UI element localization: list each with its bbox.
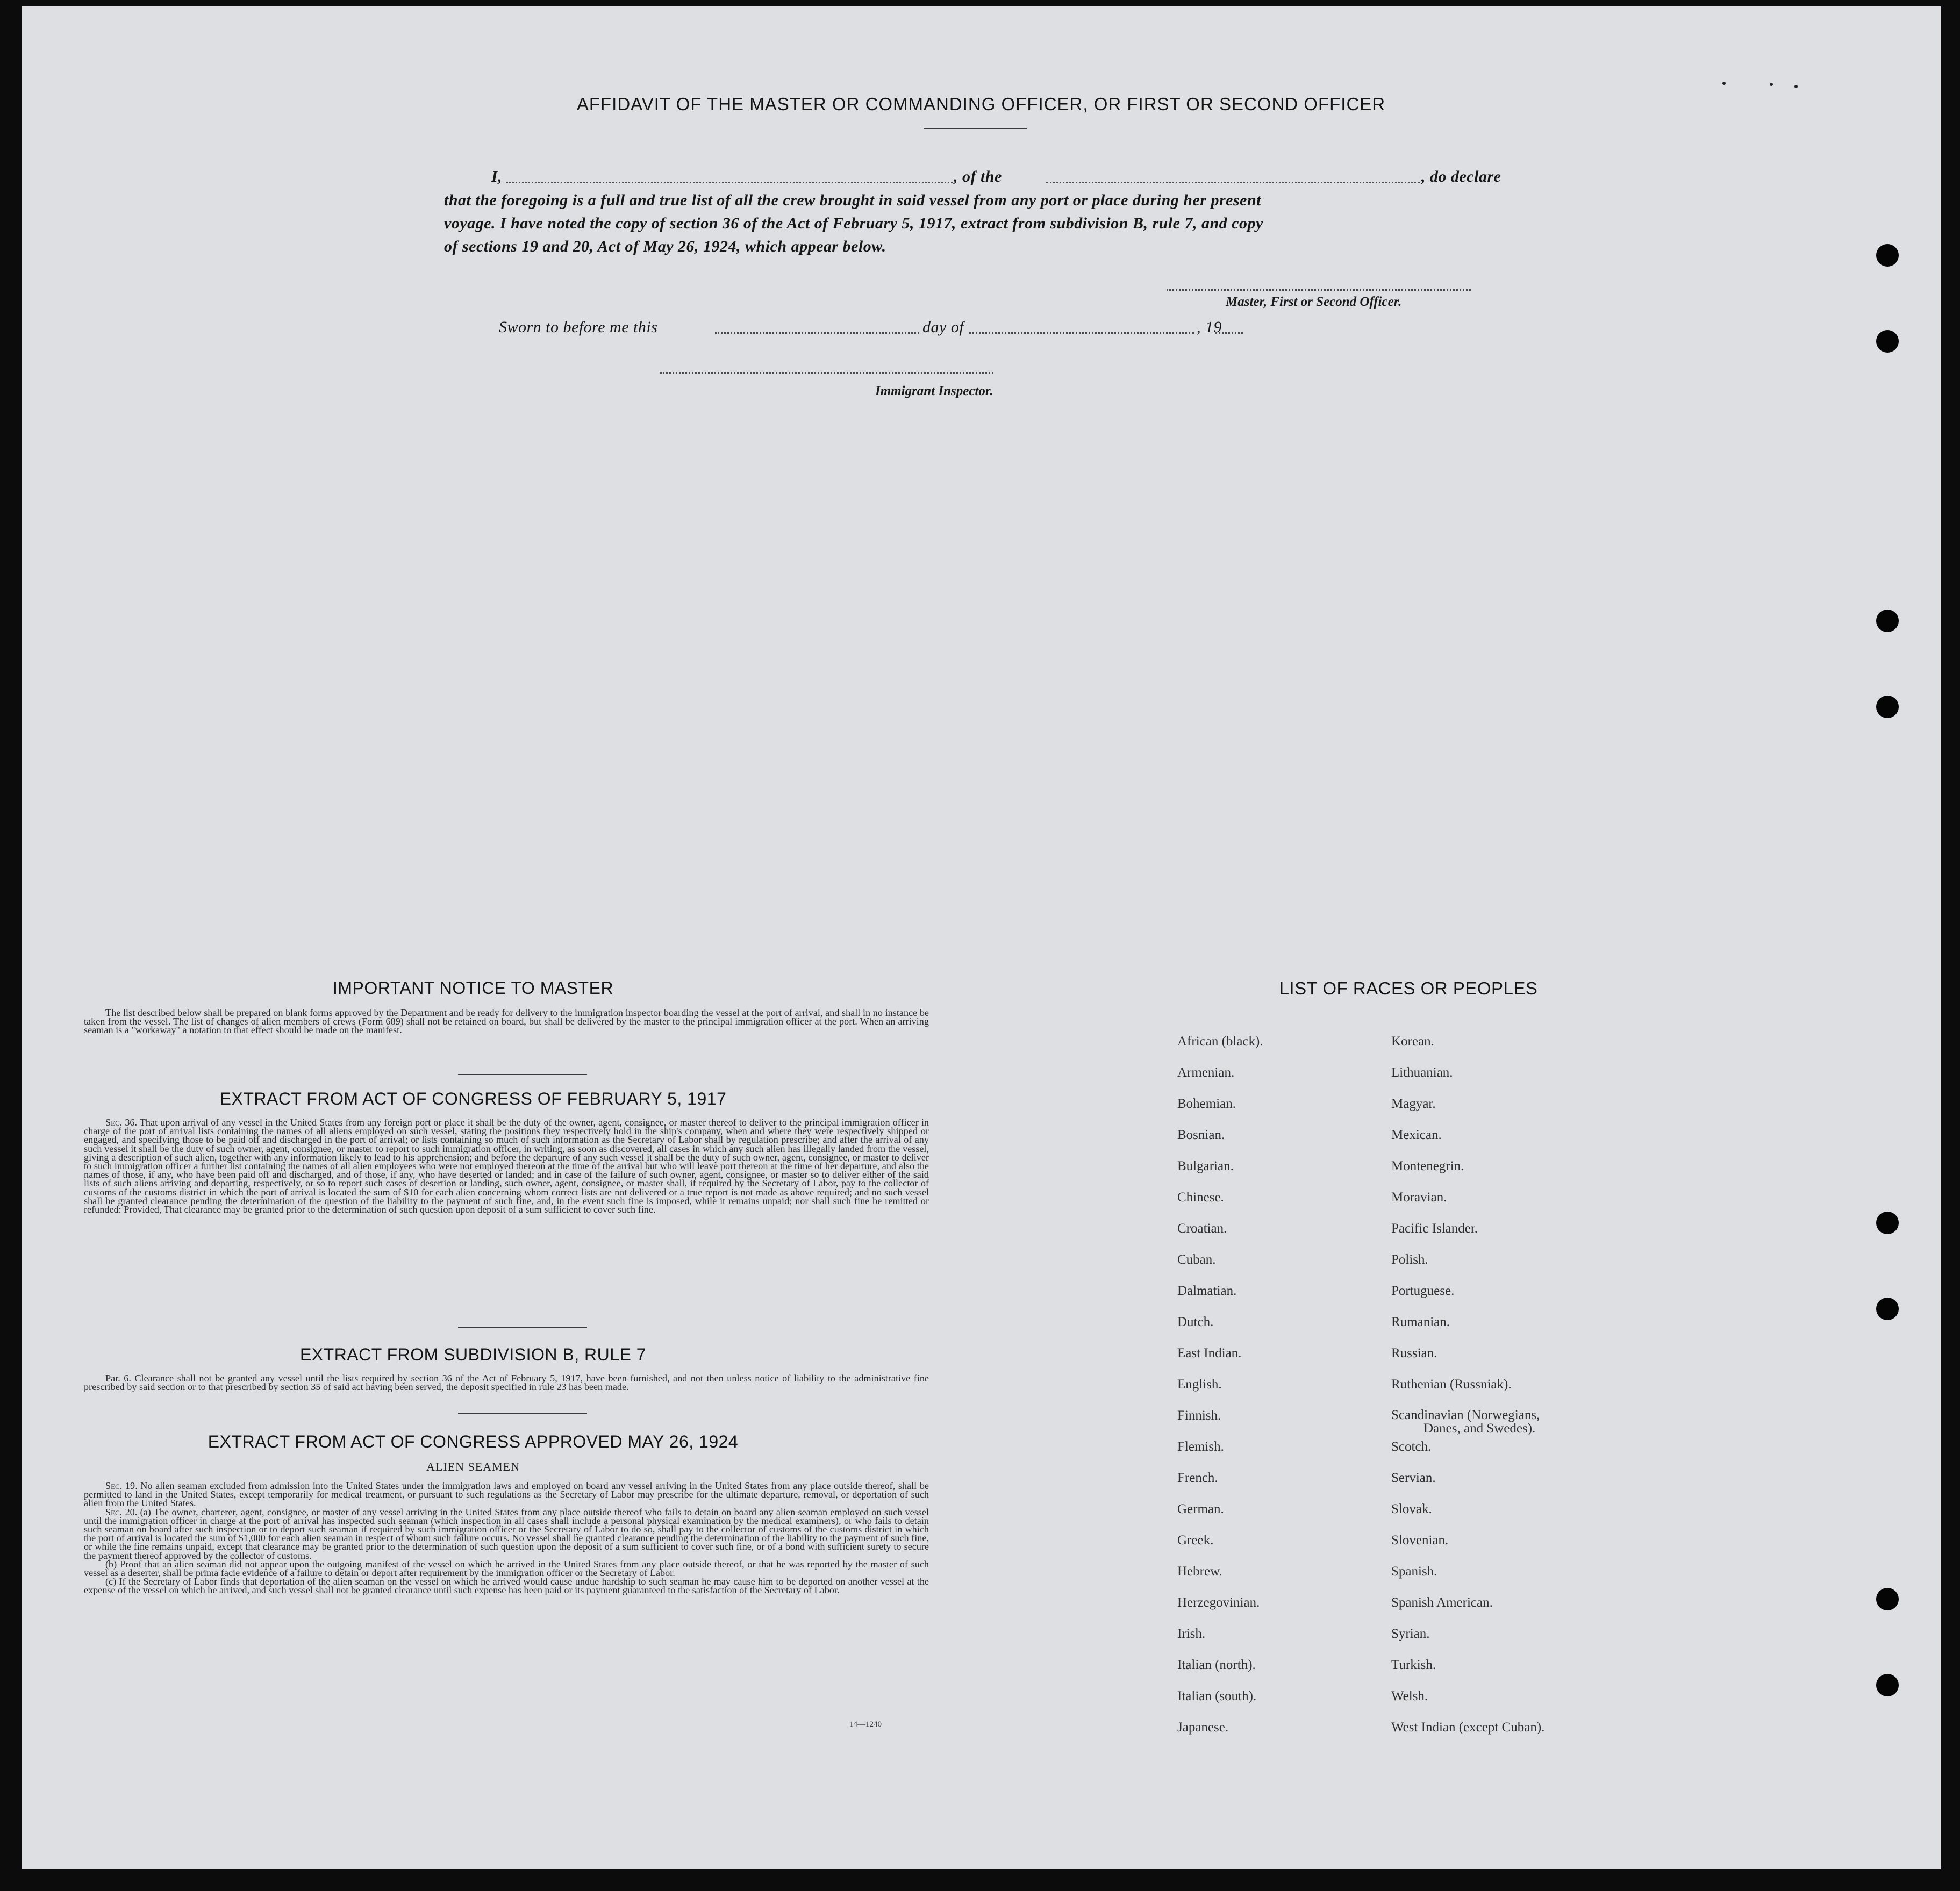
binder-hole [1876,1298,1899,1320]
race-item: Magyar. [1391,1097,1436,1111]
race-item: Polish. [1391,1252,1428,1267]
race-item: East Indian. [1177,1346,1242,1360]
race-item: Bohemian. [1177,1097,1236,1111]
race-item: Moravian. [1391,1190,1447,1205]
race-item: Herzegovinian. [1177,1595,1260,1610]
extract-1917-body: Sec. 36. That upon arrival of any vessel in the United States from any foreign port or place it shall be the duty of the owner, agent, consignee, or master thereof to deliver to the principal immigration officer in charge of the port of arrival lists containing the names of all aliens employed on such vessel, stating the positions they respectively hold in the ship's company, when and where they were respectively shipped or engaged, and specifying those to be paid off and discharged in the port of arrival; or lists containing so much of such information as the Secretary of Labor shall by regulation prescribe; and after the arrival of any such vessel it shall be the duty of such owner, agent, consignee, or master to report to such immigration officer, in writing, as soon as discovered, all cases in which any such alien has illegally landed from the vessel, giving a description of such alien, together with any information likely to lead to his apprehension; and before the departure of any such vessel it shall be the duty of such owner, agent, consignee, or master to deliver to such immigration officer a further list containing the names of all alien employees who were not employed thereon at the time of the arrival but who will leave port thereon at the time of her departure, and also the names of those, if any, who have been paid off and discharged, and of those, if any, who have deserted or landed; and in case of the failure of such owner, agent, consignee, or master so to deliver either of the said lists of such aliens arriving and departing, respectively, or so to report such cases of desertion or landing, such owner, agent, consignee, or master shall, if required by the Secretary of Labor, pay to the collector of customs of the customs district in which the port of arrival is located the sum of $10 for each alien concerning whom correct lists are not delivered or a true report is not made as above required; and no such vessel shall be granted clearance pending the determination of the question of the liability to the payment of such fine, and, in the event such fine is imposed, while it remains unpaid; nor shall such fine be remitted or refunded: Provided, That clearance may be granted prior to the determination of such question upon deposit of a sum sufficient to cover such fine. [84,1117,929,1215]
race-item: French. [1177,1471,1218,1485]
race-item: Japanese. [1177,1720,1229,1735]
races-title: LIST OF RACES OR PEOPLES [1279,978,1538,998]
race-item: Pacific Islander. [1391,1221,1478,1236]
binder-hole [1876,330,1899,353]
race-item: Slovenian. [1391,1533,1449,1548]
binder-hole [1876,1588,1899,1610]
races-column-left [1177,1034,1263,1782]
race-item: Cuban. [1177,1252,1216,1267]
race-item: Italian (south). [1177,1689,1257,1703]
inspector-caption: Immigrant Inspector. [875,384,993,398]
sworn-year-prefix: , 19 [1197,318,1222,336]
alien-seamen-heading: ALIEN SEAMEN [426,1460,520,1473]
divider [458,1413,587,1414]
extract-1924-body: Sec. 19. No alien seaman excluded from admission into the United States under the immigration laws and employed on board any vessel arriving in the United States from any place outside thereof, shall be permitted to land in the United States, except temporarily for medical treatment, or pursuant to such regulations as the Secretary of Labor may prescribe for the ultimate departure, removal, or deportation of such alien from the United States. Sec. 20. (a) The owner, charterer, agent, consignee, or master of any vessel arriving in the United States from any place outside thereof who fails to detain on board any alien seaman employed on such vessel until the immigration officer in charge at the port of arrival has inspected such seaman (which inspection in all cases shall include a personal physical examination by the medical examiners), or who fails to detain such seaman on board after such inspection or to deport such seaman if required by such immigration officer or the Secretary of Labor to do so, shall pay to the collector of customs of the customs district in which the port of arrival is located the sum of $1,000 for each alien seaman in respect of whom such failure occurs. No vessel shall be granted clearance pending the determination of the liability to the payment of such fine, or while the fine remains unpaid, except that clearance may be granted prior to the determination of such question upon the deposit of a sum sufficient to cover such fine, or of a bond with sufficient surety to secure the payment thereof approved by the collector of customs. (b) Proof that an alien seaman did not appear upon the outgoing manifest of the vessel on which he arrived in the United States from any place outside thereof, or that he was reported by the master of such vessel as a deserter, shall be prima facie evidence of a failure to detain or deport after requirement by the immigration officer or the Secretary of Labor. (c) If the Secretary of Labor finds that deportation of the alien seaman on the vessel on which he arrived would cause undue hardship to such seaman he may cause him to be deported on another vessel at the expense of the vessel on which he arrived, and such vessel shall not be granted clearance until such expense has been paid or its payment guaranteed to the satisfaction of the Secretary of Labor. [84,1480,929,1596]
race-item: Croatian. [1177,1221,1227,1236]
master-signature-line[interactable] [1167,289,1471,291]
speck [1794,85,1798,88]
sworn-day-of: day of [922,318,964,336]
inspector-signature-line[interactable] [660,372,993,374]
rule-7-body: Par. 6. Clearance shall not be granted any vessel until the lists required by section 36 of the Act of February 5, 1917, have been furnished, and not then unless notice of liability to the administrative fine prescribed by said section or to that prescribed by section 35 of said act having been served, the deposit specified in rule 23 has been made. [84,1373,929,1393]
race-item: Welsh. [1391,1689,1428,1703]
race-item: Chinese. [1177,1190,1224,1205]
race-item: Ruthenian (Russniak). [1391,1377,1512,1392]
name-blank[interactable] [506,182,953,183]
affidavit-title: AFFIDAVIT OF THE MASTER OR COMMANDING OFFICER, OR FIRST OR SECOND OFFICER [576,94,1386,114]
binder-hole [1876,1674,1899,1696]
binder-hole [1876,1212,1899,1234]
race-item: Servian. [1391,1471,1436,1485]
vessel-blank[interactable] [1046,182,1420,183]
affidavit-of-the: , of the [954,168,1002,185]
race-item: African (black). [1177,1034,1263,1049]
race-item: Armenian. [1177,1065,1235,1080]
race-item: Scotch. [1391,1439,1432,1454]
race-item: Flemish. [1177,1439,1224,1454]
binder-hole [1876,610,1899,632]
document-page [22,6,1941,1869]
race-item: Irish. [1177,1627,1206,1641]
race-item: Lithuanian. [1391,1065,1453,1080]
race-item: Bosnian. [1177,1128,1225,1142]
master-signature-caption: Master, First or Second Officer. [1226,295,1402,309]
binder-hole [1876,244,1899,267]
race-item: Finnish. [1177,1408,1221,1423]
race-item: Spanish. [1391,1564,1437,1579]
race-item: West Indian (except Cuban). [1391,1720,1545,1735]
race-item: Spanish American. [1391,1595,1493,1610]
affidavit-line-4: of sections 19 and 20, Act of May 26, 1924, which appear below. [444,238,886,255]
speck [1722,82,1726,85]
notice-title: IMPORTANT NOTICE TO MASTER [332,978,614,998]
race-item: Dalmatian. [1177,1284,1237,1298]
extract-1917-title: EXTRACT FROM ACT OF CONGRESS OF FEBRUARY 5, 1917 [219,1089,727,1108]
race-item: Turkish. [1391,1658,1436,1672]
notice-body: The list described below shall be prepared on blank forms approved by the Department and be ready for delivery to the immigration inspector boarding the vessel at the port of arrival, and shall in no instance be taken from the vessel. The list of changes of alien members of crews (Form 689) shall not be retained on board, but shall be delivered by the master to the principal immigration officer at the port. When an arriving seaman is a "workaway" a notation to that effect should be made on the manifest. [84,1007,929,1036]
divider [458,1327,587,1328]
rule-7-title: EXTRACT FROM SUBDIVISION B, RULE 7 [299,1345,647,1364]
race-item: Montenegrin. [1391,1159,1464,1173]
sworn-text: Sworn to before me this [499,318,658,336]
race-item [1391,1751,1544,1782]
title-divider [924,128,1027,129]
race-item [1177,1751,1263,1782]
form-number: 14—1240 [849,1720,882,1729]
divider [458,1074,587,1075]
race-item: Rumanian. [1391,1315,1450,1329]
affidavit-i: I, [491,168,503,185]
speck [1770,83,1773,86]
race-item: Bulgarian. [1177,1159,1234,1173]
race-item: Dutch. [1177,1315,1214,1329]
race-item: Italian (north). [1177,1658,1256,1672]
binder-hole [1876,696,1899,718]
race-item: Scandinavian (Norwegians, Danes, and Swedes). [1391,1408,1540,1436]
race-item: Mexican. [1391,1128,1442,1142]
race-item: Greek. [1177,1533,1214,1548]
race-item: Syrian. [1391,1627,1430,1641]
race-item: German. [1177,1502,1224,1516]
extract-1924-title: EXTRACT FROM ACT OF CONGRESS APPROVED MAY 26, 1924 [208,1432,739,1451]
sworn-year-blank[interactable] [1215,332,1243,334]
race-item: Russian. [1391,1346,1437,1360]
race-item: Korean. [1391,1034,1434,1049]
affidavit-line-2: that the foregoing is a full and true list of all the crew brought in said vessel from any port or place during her present [444,191,1261,209]
races-column-right [1391,1034,1544,1782]
sworn-month-blank[interactable] [969,332,1194,334]
sworn-day-blank[interactable] [715,332,919,334]
affidavit-do-declare: , do declare [1421,168,1501,185]
race-item: English. [1177,1377,1222,1392]
race-item: Slovak. [1391,1502,1432,1516]
race-item: Portuguese. [1391,1284,1455,1298]
affidavit-line-3: voyage. I have noted the copy of section 36 of the Act of February 5, 1917, extract from subdivision B, rule 7, and copy [444,214,1263,232]
race-item: Hebrew. [1177,1564,1222,1579]
